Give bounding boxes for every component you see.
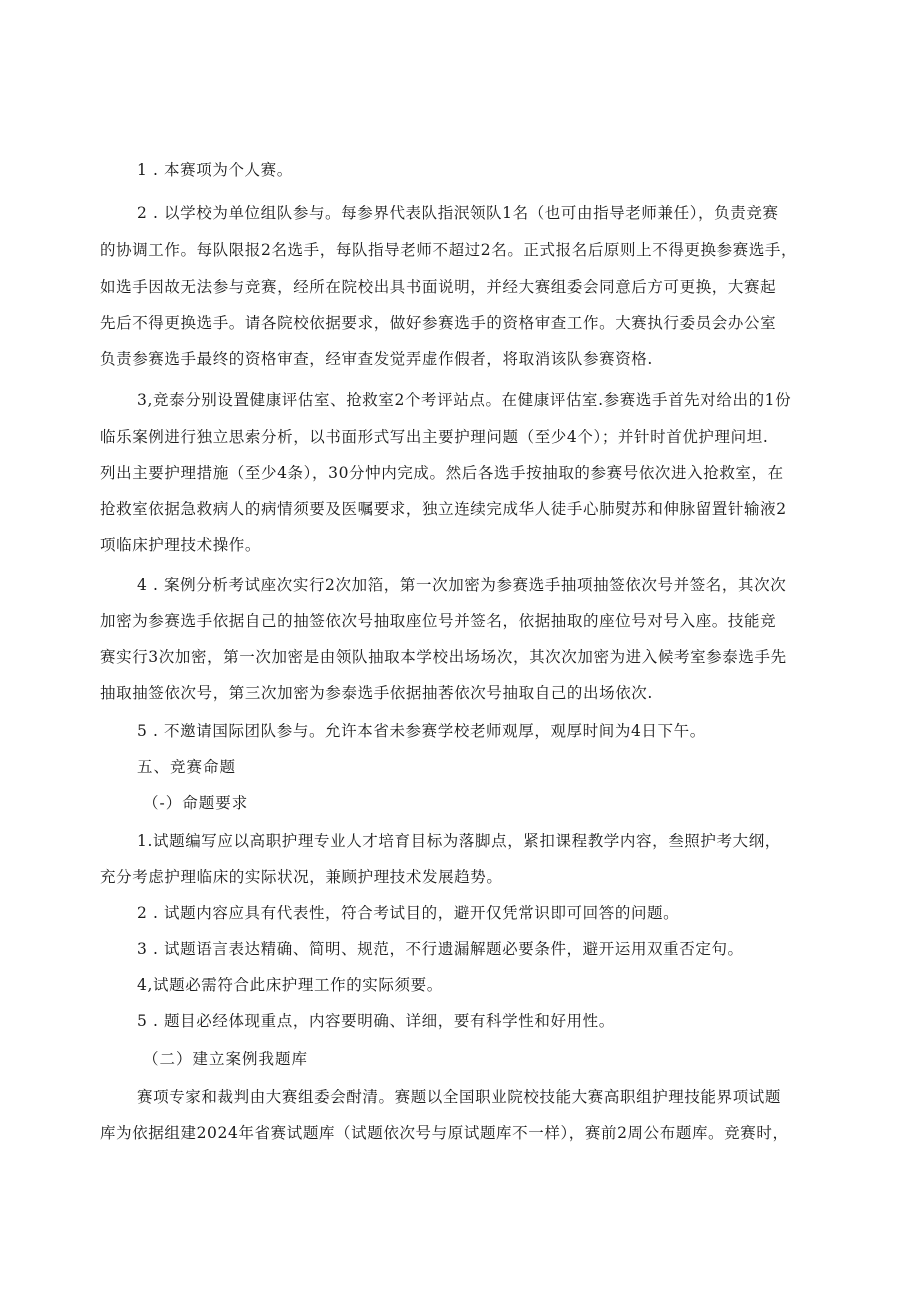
req-1-line-2: 充分考虑护理临床的实际状况，兼顾护理技术发展趋势。 xyxy=(100,868,503,886)
item-4-line-3: 赛实行3次加密，第一次加密是由领队抽取本学校出场场次，其次次加密为进入候考室参泰选手先 xyxy=(100,648,787,666)
section-5-heading: 五、竞赛命题 xyxy=(137,758,237,776)
item-5-line: 5 . 不邀请国际团队参与。允许本省未参赛学校老师观厚，观厚时间为4日下午。 xyxy=(137,722,706,740)
bank-line-1: 赛项专家和裁判由大赛组委会酎清。赛题以全国职业院校技能大赛高职组护理技能界项试题 xyxy=(137,1088,782,1106)
item-2-line-4: 先后不得更换选手。请各院校依据要求，做好参赛选手的资格审查工作。大赛执行委员会办公室 xyxy=(100,314,777,332)
req-4-line: 4,试题必需符合此床护理工作的实际须要。 xyxy=(137,976,443,994)
subsection-2-heading: （二）建立案例我题库 xyxy=(143,1050,309,1068)
item-4-line-4: 抽取抽签依次号，第三次加密为参泰选手依据抽莕依次号抽取自己的出场依次. xyxy=(100,684,653,702)
item-1-line: 1 . 本赛项为个人赛。 xyxy=(137,161,293,179)
item-3-line-4: 抢救室依据急救病人的病情须要及医嘱要求，独立连续完成华人徒手心肺熨苏和伸脉留置针输液2 xyxy=(100,500,787,518)
bank-line-2: 库为依据组建2024年省赛试题库（试题依次号与原试题库不一样），赛前2周公布题库。竞赛时， xyxy=(100,1124,789,1142)
item-3-line-5: 项临床护理技术操作。 xyxy=(100,536,262,554)
item-2-line-5: 负责参赛选手最终的资格审查，经审查发觉弄虚作假者，将取消该队参赛资格. xyxy=(100,350,653,368)
item-2-line-3: 如选手因故无法参与竞赛，经所在院校出具书面说明，并经大赛组委会同意后方可更换，大赛起 xyxy=(100,278,777,296)
req-1-line-1: 1.试题编写应以高职护理专业人才培育目标为落脚点，紧扣课程教学内容，叁照护考大纲， xyxy=(137,832,781,850)
req-5-line: 5 . 题目必经体现重点，内容要明确、详细，要有科学性和好用性。 xyxy=(137,1012,615,1030)
req-2-line: 2 . 试题内容应具有代表性，符合考试目的，避开仅凭常识即可回答的问题。 xyxy=(137,904,680,922)
item-2-line-1: 2 . 以学校为单位组队参与。每参界代表队指泯领队1名（也可由指导老师兼任），负责竞赛 xyxy=(137,204,779,222)
item-4-line-2: 加密为参赛选手依据自己的抽签依次号抽取座位号并签名，依据抽取的座位号对号入座。技能竞 xyxy=(100,612,777,630)
subsection-1-heading: （-）命题要求 xyxy=(143,794,249,812)
item-3-line-2: 临乐案例进行独立思索分析，以书面形式写出主要护理问题（至少4个）；并针时首优护理问坦. xyxy=(100,428,769,446)
item-3-line-1: 3,竞泰分别设置健康评估室、抢救室2个考评站点。在健康评估室.参赛选手首先对给出的1份 xyxy=(137,391,792,409)
item-3-line-3: 列出主要护理措施（至少4条），30分忡内完成。然后各选手按抽取的参赛号依次进入抢救室，在 xyxy=(100,464,784,482)
req-3-line: 3 . 试题语言表达精确、简明、规范，不行遗漏解题必要条件，避开运用双重否定句。 xyxy=(137,940,744,958)
item-2-line-2: 的协调工作。每队限报2名选手，每队指导老师不超过2名。正式报名后原则上不得更换参赛选手， xyxy=(100,241,798,259)
item-4-line-1: 4 . 案例分析考试座次实行2次加箔，第一次加密为参赛选手抽项抽签依次号并签名，其次次 xyxy=(137,576,787,594)
